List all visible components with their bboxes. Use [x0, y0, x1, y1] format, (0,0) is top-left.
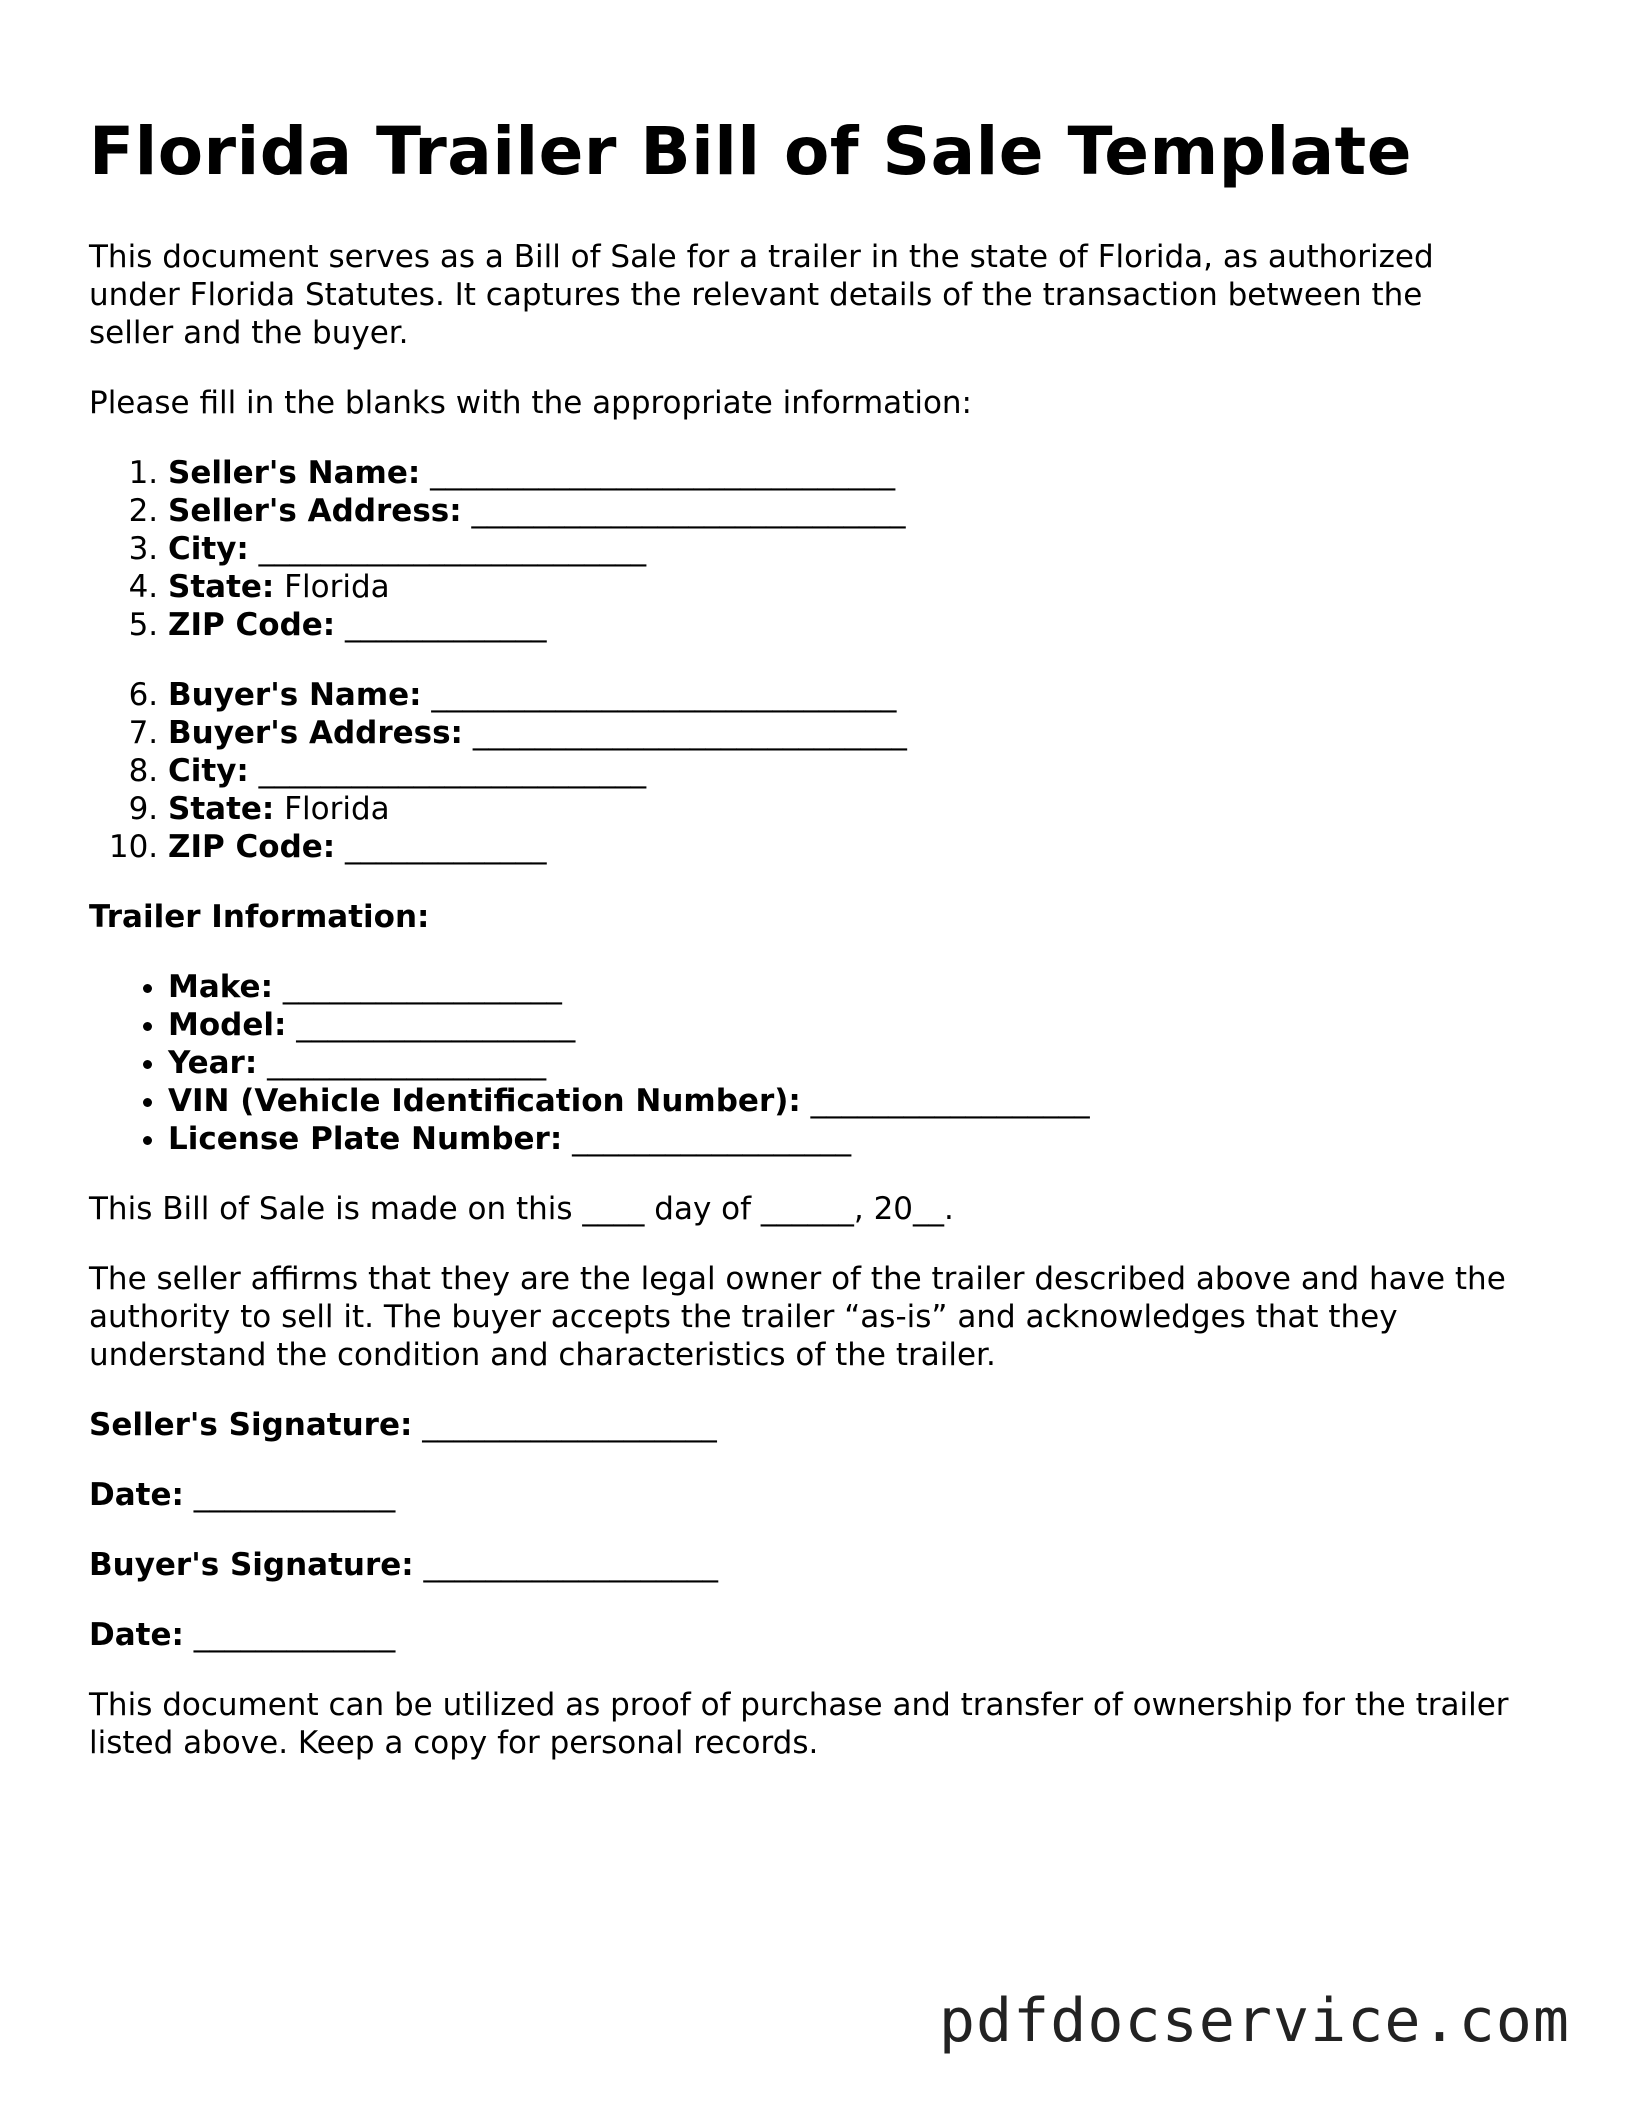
- buyer-address-item: [168, 714, 1509, 752]
- instruction-paragraph: Please fill in the blanks with the appropriate information:: [89, 385, 973, 421]
- seller-address-item: [168, 492, 1509, 530]
- field-label: Buyer's Address:: [168, 715, 463, 751]
- seller-date-line: [89, 1476, 1509, 1514]
- buyer-name-item: [168, 676, 1509, 714]
- field-blank: _________________________: [258, 753, 647, 789]
- field-label: Seller's Name:: [168, 455, 421, 491]
- seller-fields-list: [89, 454, 1509, 644]
- field-blank: __________________: [572, 1121, 852, 1157]
- field-blank: _____________: [345, 607, 547, 643]
- seller-city-item: [168, 530, 1509, 568]
- buyer-city-item: [168, 752, 1509, 790]
- field-blank: __________________: [296, 1007, 576, 1043]
- signature-blank: ___________________: [423, 1547, 719, 1583]
- field-label: ZIP Code:: [168, 829, 336, 865]
- trailer-model-item: [168, 1006, 1509, 1044]
- trailer-year-item: [168, 1044, 1509, 1082]
- field-label: City:: [168, 753, 249, 789]
- seller-state-item: [168, 568, 1509, 606]
- field-label: License Plate Number:: [168, 1121, 563, 1157]
- buyer-signature-line: [89, 1546, 1509, 1584]
- field-label: Seller's Address:: [168, 493, 462, 529]
- field-blank: ______________________________: [430, 455, 896, 491]
- buyer-zip-item: [168, 828, 1509, 866]
- watermark-text: pdfdocservice.com: [938, 1986, 1570, 2056]
- field-blank: __________________: [282, 969, 562, 1005]
- field-label: ZIP Code:: [168, 607, 336, 643]
- sale-date-line: This Bill of Sale is made on this ____ day of ______, 20__.: [89, 1191, 954, 1227]
- date-blank: _____________: [193, 1477, 396, 1513]
- field-label: VIN (Vehicle Identification Number):: [168, 1083, 801, 1119]
- buyer-date-line: [89, 1616, 1509, 1654]
- buyer-fields-list: [89, 676, 1509, 866]
- field-blank: ____________________________: [471, 493, 906, 529]
- field-blank: __________________: [267, 1045, 547, 1081]
- field-blank: ____________________________: [472, 715, 907, 751]
- field-label: Year:: [168, 1045, 258, 1081]
- seller-name-item: [168, 454, 1509, 492]
- field-blank: ______________________________: [431, 677, 897, 713]
- trailer-info-heading: Trailer Information:: [89, 899, 430, 935]
- field-label: State:: [168, 569, 275, 605]
- signature-blank: ___________________: [422, 1407, 717, 1443]
- field-blank: _____________: [345, 829, 547, 865]
- trailer-plate-item: [168, 1120, 1509, 1158]
- document-body: [89, 238, 1509, 1762]
- affirmation-paragraph: The seller affirms that they are the legal owner of the trailer described above and have the authority to sell it. The buyer accepts the trailer “as-is” and acknowledges that they understand the condition and characteristics of the trailer.: [89, 1261, 1506, 1373]
- field-label: City:: [168, 531, 249, 567]
- seller-zip-item: [168, 606, 1509, 644]
- intro-paragraph: This document serves as a Bill of Sale for a trailer in the state of Florida, as authorized under Florida Statutes. It captures the relevant details of the transaction between the seller and the buyer.: [89, 239, 1434, 351]
- field-value: Florida: [284, 569, 390, 605]
- field-blank: __________________: [810, 1083, 1090, 1119]
- closing-paragraph: This document can be utilized as proof of purchase and transfer of ownership for the trailer listed above. Keep a copy for personal records.: [89, 1687, 1509, 1761]
- field-label: Buyer's Name:: [168, 677, 422, 713]
- buyer-state-item: [168, 790, 1509, 828]
- field-label: State:: [168, 791, 275, 827]
- field-label: Model:: [168, 1007, 287, 1043]
- date-label: Date:: [89, 1477, 184, 1513]
- trailer-make-item: [168, 968, 1509, 1006]
- date-label: Date:: [89, 1617, 184, 1653]
- trailer-vin-item: [168, 1082, 1509, 1120]
- page-title: Florida Trailer Bill of Sale Template: [89, 113, 1412, 190]
- seller-signature-line: [89, 1406, 1509, 1444]
- document-page: [89, 112, 1509, 1794]
- signature-label: Buyer's Signature:: [89, 1547, 414, 1583]
- trailer-fields-list: [89, 968, 1509, 1158]
- date-blank: _____________: [193, 1617, 396, 1653]
- field-blank: _________________________: [258, 531, 647, 567]
- field-label: Make:: [168, 969, 273, 1005]
- signature-label: Seller's Signature:: [89, 1407, 413, 1443]
- field-value: Florida: [284, 791, 390, 827]
